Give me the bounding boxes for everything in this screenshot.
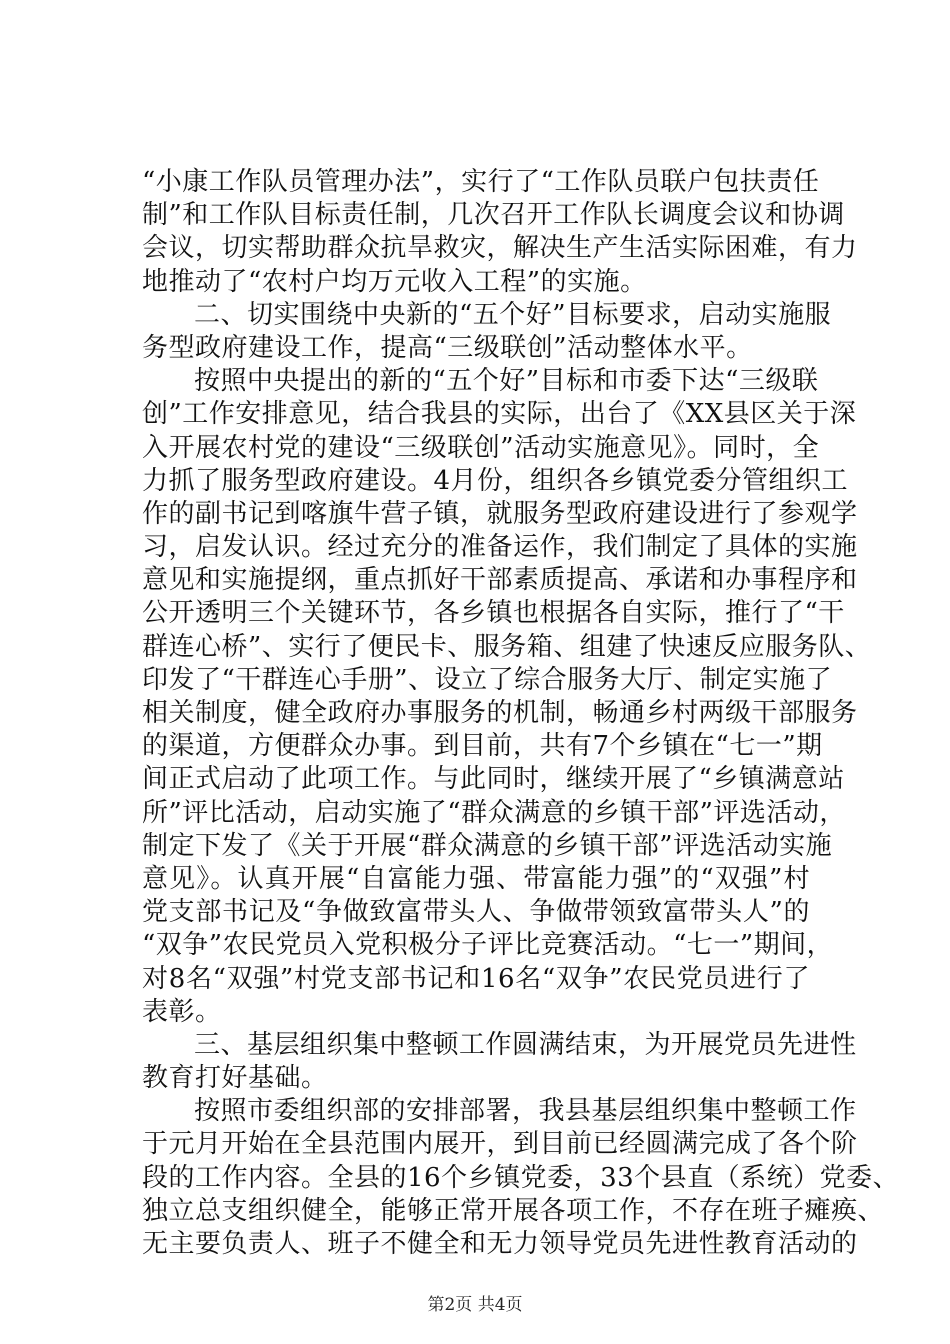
section-heading-line: 教育打好基础。 [142, 1063, 328, 1094]
text-line: 按照中央提出的新的“五个好”目标和市委下达“三级联 [194, 366, 819, 397]
text-line: 作的副书记到喀旗牛营子镇，就服务型政府建设进行了参观学 [142, 498, 858, 529]
text-line: 表彰。 [142, 996, 222, 1027]
text-line: 所”评比活动，启动实施了“群众满意的乡镇干部”评选活动， [142, 797, 846, 828]
section-heading-line: 三、基层组织集中整顿工作圆满结束，为开展党员先进性 [194, 1029, 857, 1060]
section-heading-line: 二、切实围绕中央新的“五个好”目标要求，启动实施服 [194, 299, 832, 330]
text-line: 相关制度，健全政府办事服务的机制，畅通乡村两级干部服务 [142, 698, 858, 728]
document-body [142, 166, 900, 1261]
text-line: 力抓了服务型政府建设。4月份，组织各乡镇党委分管组织工 [142, 465, 849, 496]
text-line: “小康工作队员管理办法”，实行了“工作队员联户包扶责任 [142, 167, 820, 197]
text-line: 制”和工作队目标责任制，几次召开工作队长调度会议和协调 [142, 200, 845, 231]
text-line: 间正式启动了此项工作。与此同时，继续开展了“乡镇满意站 [142, 764, 845, 795]
page-number-footer: 第2页 共4页 [427, 1295, 523, 1315]
text-line: “双争”农民党员入党积极分子评比竞赛活动。“七一”期间， [142, 930, 834, 961]
text-line: 无主要负责人、班子不健全和无力领导党员先进性教育活动的 [142, 1229, 858, 1259]
text-line: 创”工作安排意见，结合我县的实际，出台了《XX县区关于深 [142, 399, 857, 430]
text-line: 地推动了“农村户均万元收入工程”的实施。 [142, 266, 647, 297]
section-heading-line: 务型政府建设工作，提高“三级联创”活动整体水平。 [142, 332, 753, 363]
text-line: 的渠道，方便群众办事。到目前，共有7个乡镇在“七一”期 [142, 731, 823, 762]
text-line: 入开展农村党的建设“三级联创”活动实施意见》。同时，全 [142, 432, 820, 463]
text-line: 按照市委组织部的安排部署，我县基层组织集中整顿工作 [194, 1096, 857, 1127]
text-line: 公开透明三个关键环节，各乡镇也根据各自实际，推行了“干 [142, 598, 845, 629]
text-line: 印发了“干群连心手册”、设立了综合服务大厅、制定实施了 [142, 664, 833, 695]
text-line: 意见和实施提纲，重点抓好干部素质提高、承诺和办事程序和 [142, 565, 858, 596]
text-line: 段的工作内容。全县的16个乡镇党委，33个县直（系统）党委、 [142, 1162, 900, 1193]
text-line: 习，启发认识。经过充分的准备运作，我们制定了具体的实施 [142, 532, 858, 563]
text-line: 对8名“双强”村党支部书记和16名“双争”农民党员进行了 [142, 963, 810, 994]
text-line: 会议，切实帮助群众抗旱救灾，解决生产生活实际困难，有力 [142, 233, 858, 264]
text-line: 制定下发了《关于开展“群众满意的乡镇干部”评选活动实施 [142, 830, 833, 861]
text-line: 独立总支组织健全，能够正常开展各项工作，不存在班子瘫痪、 [142, 1195, 885, 1226]
text-line: 党支部书记及“争做致富带头人、争做带领致富带头人”的 [142, 897, 810, 928]
text-line: 于元月开始在全县范围内展开，到目前已经圆满完成了各个阶 [142, 1129, 858, 1160]
text-line: 群连心桥”、实行了便民卡、服务箱、组建了快速反应服务队、 [142, 631, 872, 662]
text-line: 意见》。认真开展“自富能力强、带富能力强”的“双强”村 [142, 863, 810, 894]
